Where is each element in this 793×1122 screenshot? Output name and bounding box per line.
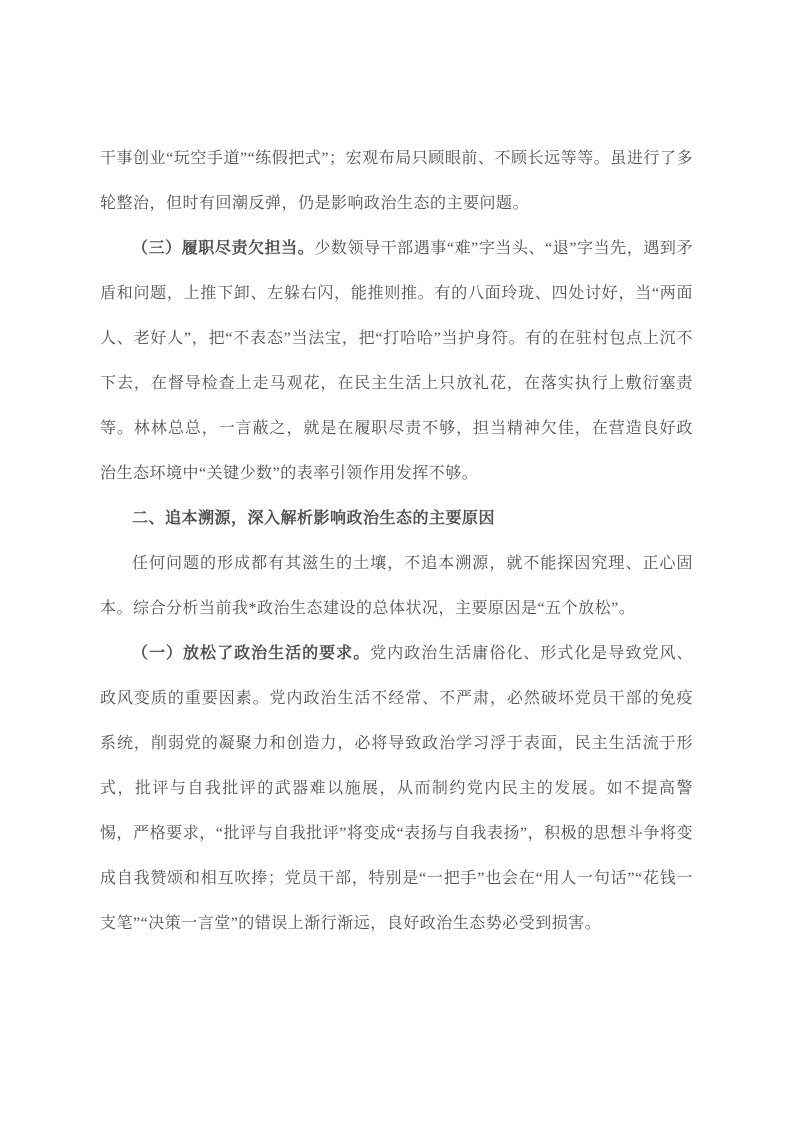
paragraph-continuation — [100, 136, 693, 226]
paragraph-text: 党内政治生活庸俗化、形式化是导致党风、政风变质的重要因素。党内政治生活不经常、不严肃，必然破坏党员干部的免疫系统，削弱党的凝聚力和创造力，必将导致政治学习浮于表面，民主生活流于形式，批评与自我批评的武器难以施展，从而制约党内民主的发展。如不提高警惕，严格要求，“批评与自我批评”将变成“表扬与自我表扬”，积极的思想斗争将变成自我赞颂和相互吹捧；党员干部，特别是“一把手”也会在“用人一句话”“花钱一支笔”“决策一言堂”的错误上渐行渐远，良好政治生态势必受到损害。 — [100, 645, 693, 932]
section-heading: 二、追本溯源，深入解析影响政治生态的主要原因 — [132, 510, 496, 527]
paragraph-lead: （三）履职尽责欠担当。 — [132, 240, 315, 257]
paragraph-section-1 — [100, 631, 693, 946]
paragraph-text: 干事创业“玩空手道”“练假把式”；宏观布局只顾眼前、不顾长远等等。虽进行了多轮整治，但时有回潮反弹，仍是影响政治生态的主要问题。 — [100, 150, 693, 212]
document-body — [100, 136, 693, 946]
paragraph-text: 任何问题的形成都有其滋生的土壤，不追本溯源，就不能探因究理、正心固本。综合分析当前我*政治生态建设的总体状况，主要原因是“五个放松”。 — [100, 555, 693, 617]
paragraph-text: 少数领导干部遇事“难”字当头、“退”字当先，遇到矛盾和问题，上推下卸、左躲右闪，能推则推。有的八面玲珑、四处讨好，当“两面人、老好人”，把“不表态”当法宝，把“打哈哈”当护身符。有的在驻村包点上沉不下去，在督导检查上走马观花，在民主生活上只放礼花，在落实执行上敷衍塞责等。林林总总，一言蔽之，就是在履职尽责不够，担当精神欠佳，在营造良好政治生态环境中“关键少数”的表率引领作用发挥不够。 — [100, 240, 693, 482]
paragraph-lead: （一）放松了政治生活的要求。 — [132, 645, 371, 662]
paragraph-section-3 — [100, 226, 693, 496]
paragraph-intro — [100, 541, 693, 631]
